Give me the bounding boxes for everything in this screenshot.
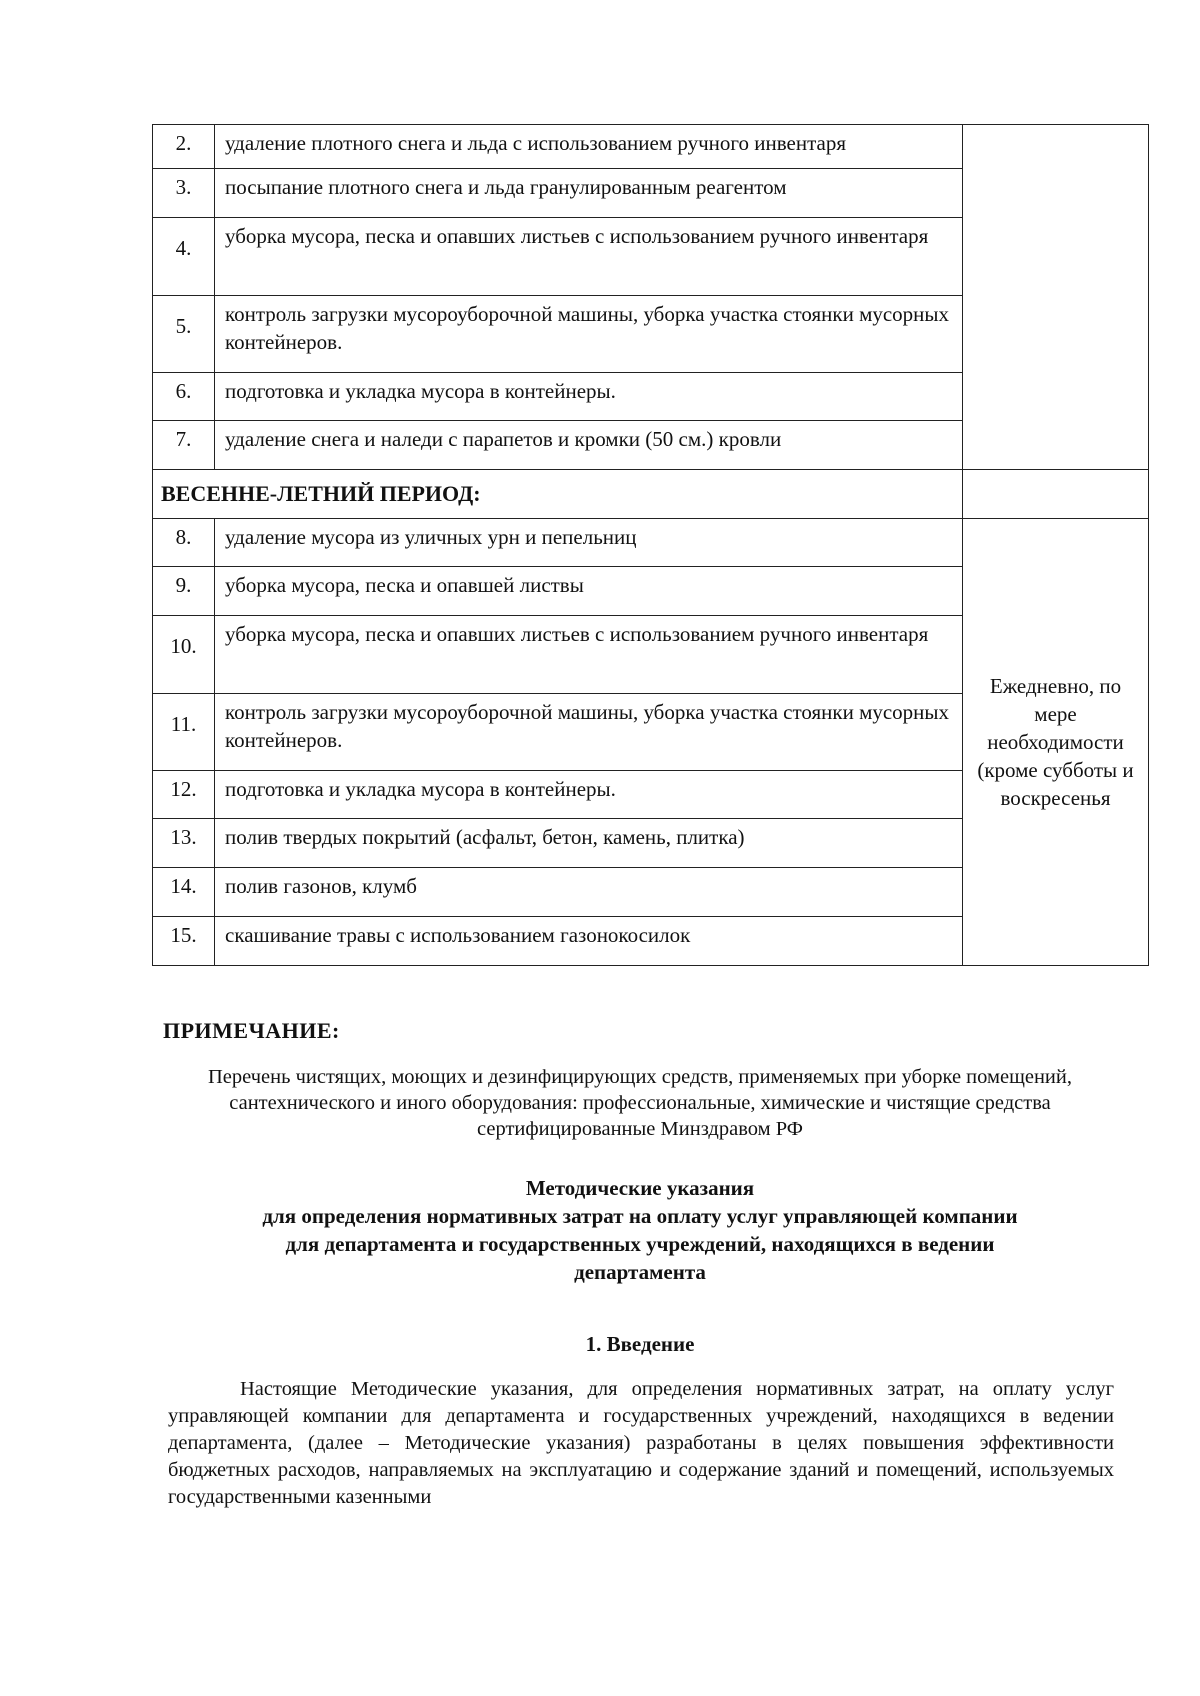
row-description: посыпание плотного снега и льда гранулированным реагентом — [215, 169, 963, 218]
section-row — [153, 470, 1149, 519]
row-number: 14. — [153, 868, 215, 917]
table-row — [153, 519, 1149, 567]
tasks-table — [152, 124, 1149, 966]
row-description: полив твердых покрытий (асфальт, бетон, камень, плитка) — [215, 819, 963, 868]
row-number: 2. — [153, 125, 215, 169]
row-number: 15. — [153, 917, 215, 966]
row-description: контроль загрузки мусороуборочной машины, уборка участка стоянки мусорных контейнеров. — [215, 296, 963, 373]
row-description: уборка мусора, песка и опавших листьев с использованием ручного инвентаря — [215, 616, 963, 694]
method-title-line: для департамента и государственных учреждений, находящихся в ведении — [285, 1232, 995, 1256]
spring-frequency-cell: Ежедневно, по мере необходимости (кроме субботы и воскресенья — [963, 519, 1149, 966]
method-title-line: департамента — [574, 1260, 706, 1284]
section-empty-cell — [963, 470, 1149, 519]
note-text: Перечень чистящих, моющих и дезинфицирующих средств, применяемых при уборке помещений, сантехнического и иного оборудования: профессиональные, химические и чистящие средства сертифицированные Минздравом РФ — [207, 1066, 1072, 1140]
row-description: подготовка и укладка мусора в контейнеры. — [215, 373, 963, 421]
row-number: 6. — [153, 373, 215, 421]
row-number: 8. — [153, 519, 215, 567]
winter-frequency-cell — [963, 125, 1149, 470]
row-description: удаление плотного снега и льда с использованием ручного инвентаря — [215, 125, 963, 169]
row-description: контроль загрузки мусороуборочной машины, уборка участка стоянки мусорных контейнеров. — [215, 694, 963, 771]
method-title — [150, 1174, 1130, 1286]
row-number: 3. — [153, 169, 215, 218]
row-number: 12. — [153, 771, 215, 819]
row-number: 13. — [153, 819, 215, 868]
row-description: удаление снега и наледи с парапетов и кромки (50 см.) кровли — [215, 421, 963, 470]
spring-section-title: ВЕСЕННЕ-ЛЕТНИЙ ПЕРИОД: — [153, 470, 963, 519]
row-description: полив газонов, клумб — [215, 868, 963, 917]
row-number: 10. — [153, 616, 215, 694]
method-title-line: для определения нормативных затрат на оплату услуг управляющей компании — [262, 1204, 1018, 1228]
row-description: удаление мусора из уличных урн и пепельниц — [215, 519, 963, 567]
row-number: 7. — [153, 421, 215, 470]
table-row — [153, 125, 1149, 169]
intro-paragraph: Настоящие Методические указания, для определения нормативных затрат, на оплату услуг управляющей компании для департамента и государственных учреждений, находящихся в ведении департамента, (далее – Методические указания) разработаны в целях повышения эффективности бюджетных расходов, направляемых на эксплуатацию и содержание зданий и помещений, используемых государственными казенными — [168, 1378, 1114, 1508]
row-description: подготовка и укладка мусора в контейнеры. — [215, 771, 963, 819]
row-description: уборка мусора, песка и опавших листьев с использованием ручного инвентаря — [215, 218, 963, 296]
row-description: уборка мусора, песка и опавшей листвы — [215, 567, 963, 616]
intro-heading: 1. Введение — [585, 1332, 695, 1356]
row-number: 5. — [153, 296, 215, 373]
note-heading: ПРИМЕЧАНИЕ: — [163, 1018, 340, 1043]
method-title-line: Методические указания — [525, 1176, 755, 1200]
row-number: 4. — [153, 218, 215, 296]
row-description: скашивание травы с использованием газонокосилок — [215, 917, 963, 966]
row-number: 11. — [153, 694, 215, 771]
row-number: 9. — [153, 567, 215, 616]
